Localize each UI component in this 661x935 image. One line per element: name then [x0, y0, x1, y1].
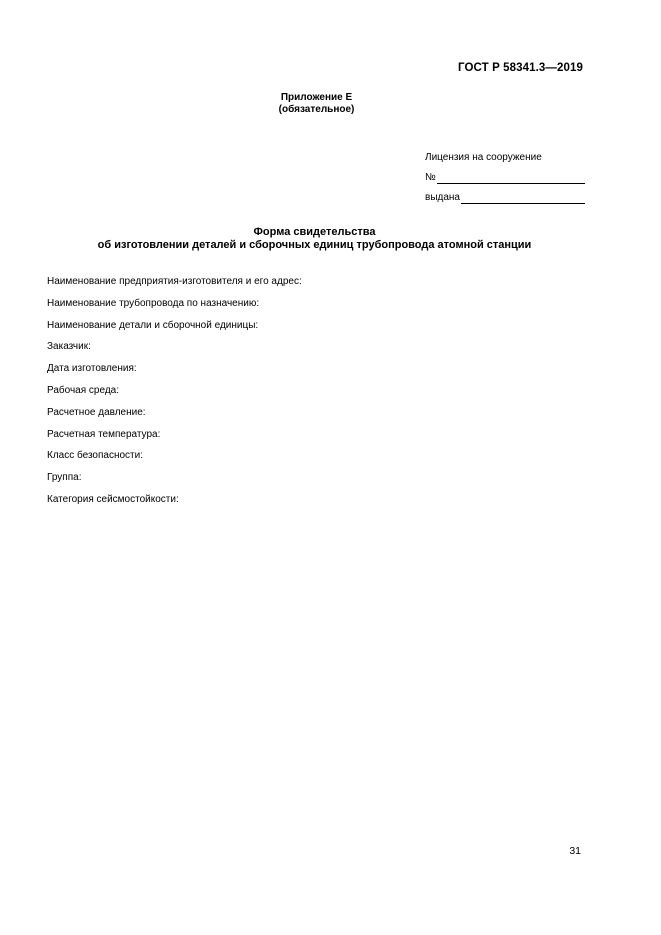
- field-customer: Заказчик:: [47, 341, 91, 353]
- field-safety-class: Класс безопасности:: [47, 450, 143, 462]
- field-pipeline-name: Наименование трубопровода по назначению:: [47, 297, 260, 309]
- license-number-blank-line: [437, 173, 585, 184]
- license-number-label: №: [425, 172, 436, 183]
- license-issued-label: выдана: [425, 192, 460, 203]
- field-design-pressure: Расчетное давление:: [47, 406, 146, 418]
- appendix-status: (обязательное): [278, 104, 355, 115]
- license-issued-row: [425, 192, 585, 204]
- appendix-heading: [0, 92, 633, 116]
- form-title-line-2: об изготовлении деталей и сборочных единиц трубопровода атомной станции: [97, 239, 532, 251]
- page-number: 31: [569, 845, 581, 857]
- license-block: [425, 152, 585, 212]
- form-fields-list: [47, 276, 302, 516]
- document-code: ГОСТ Р 58341.3—2019: [458, 62, 583, 74]
- field-manufacture-date: Дата изготовления:: [47, 363, 137, 375]
- field-group: Группа:: [47, 472, 82, 484]
- field-seismic-category: Категория сейсмостойкости:: [47, 493, 179, 505]
- form-title: [0, 226, 629, 252]
- form-title-line-1: Форма свидетельства: [253, 226, 376, 238]
- license-number-row: [425, 172, 585, 184]
- license-issued-blank-line: [461, 193, 585, 204]
- license-title-row: [425, 152, 585, 164]
- field-part-name: Наименование детали и сборочной единицы:: [47, 319, 259, 331]
- field-working-medium: Рабочая среда:: [47, 384, 120, 396]
- appendix-title: Приложение Е: [280, 92, 353, 103]
- field-design-temperature: Расчетная температура:: [47, 428, 161, 440]
- license-title: Лицензия на сооружение: [425, 152, 542, 163]
- field-manufacturer: Наименование предприятия-изготовителя и его адрес:: [47, 276, 302, 287]
